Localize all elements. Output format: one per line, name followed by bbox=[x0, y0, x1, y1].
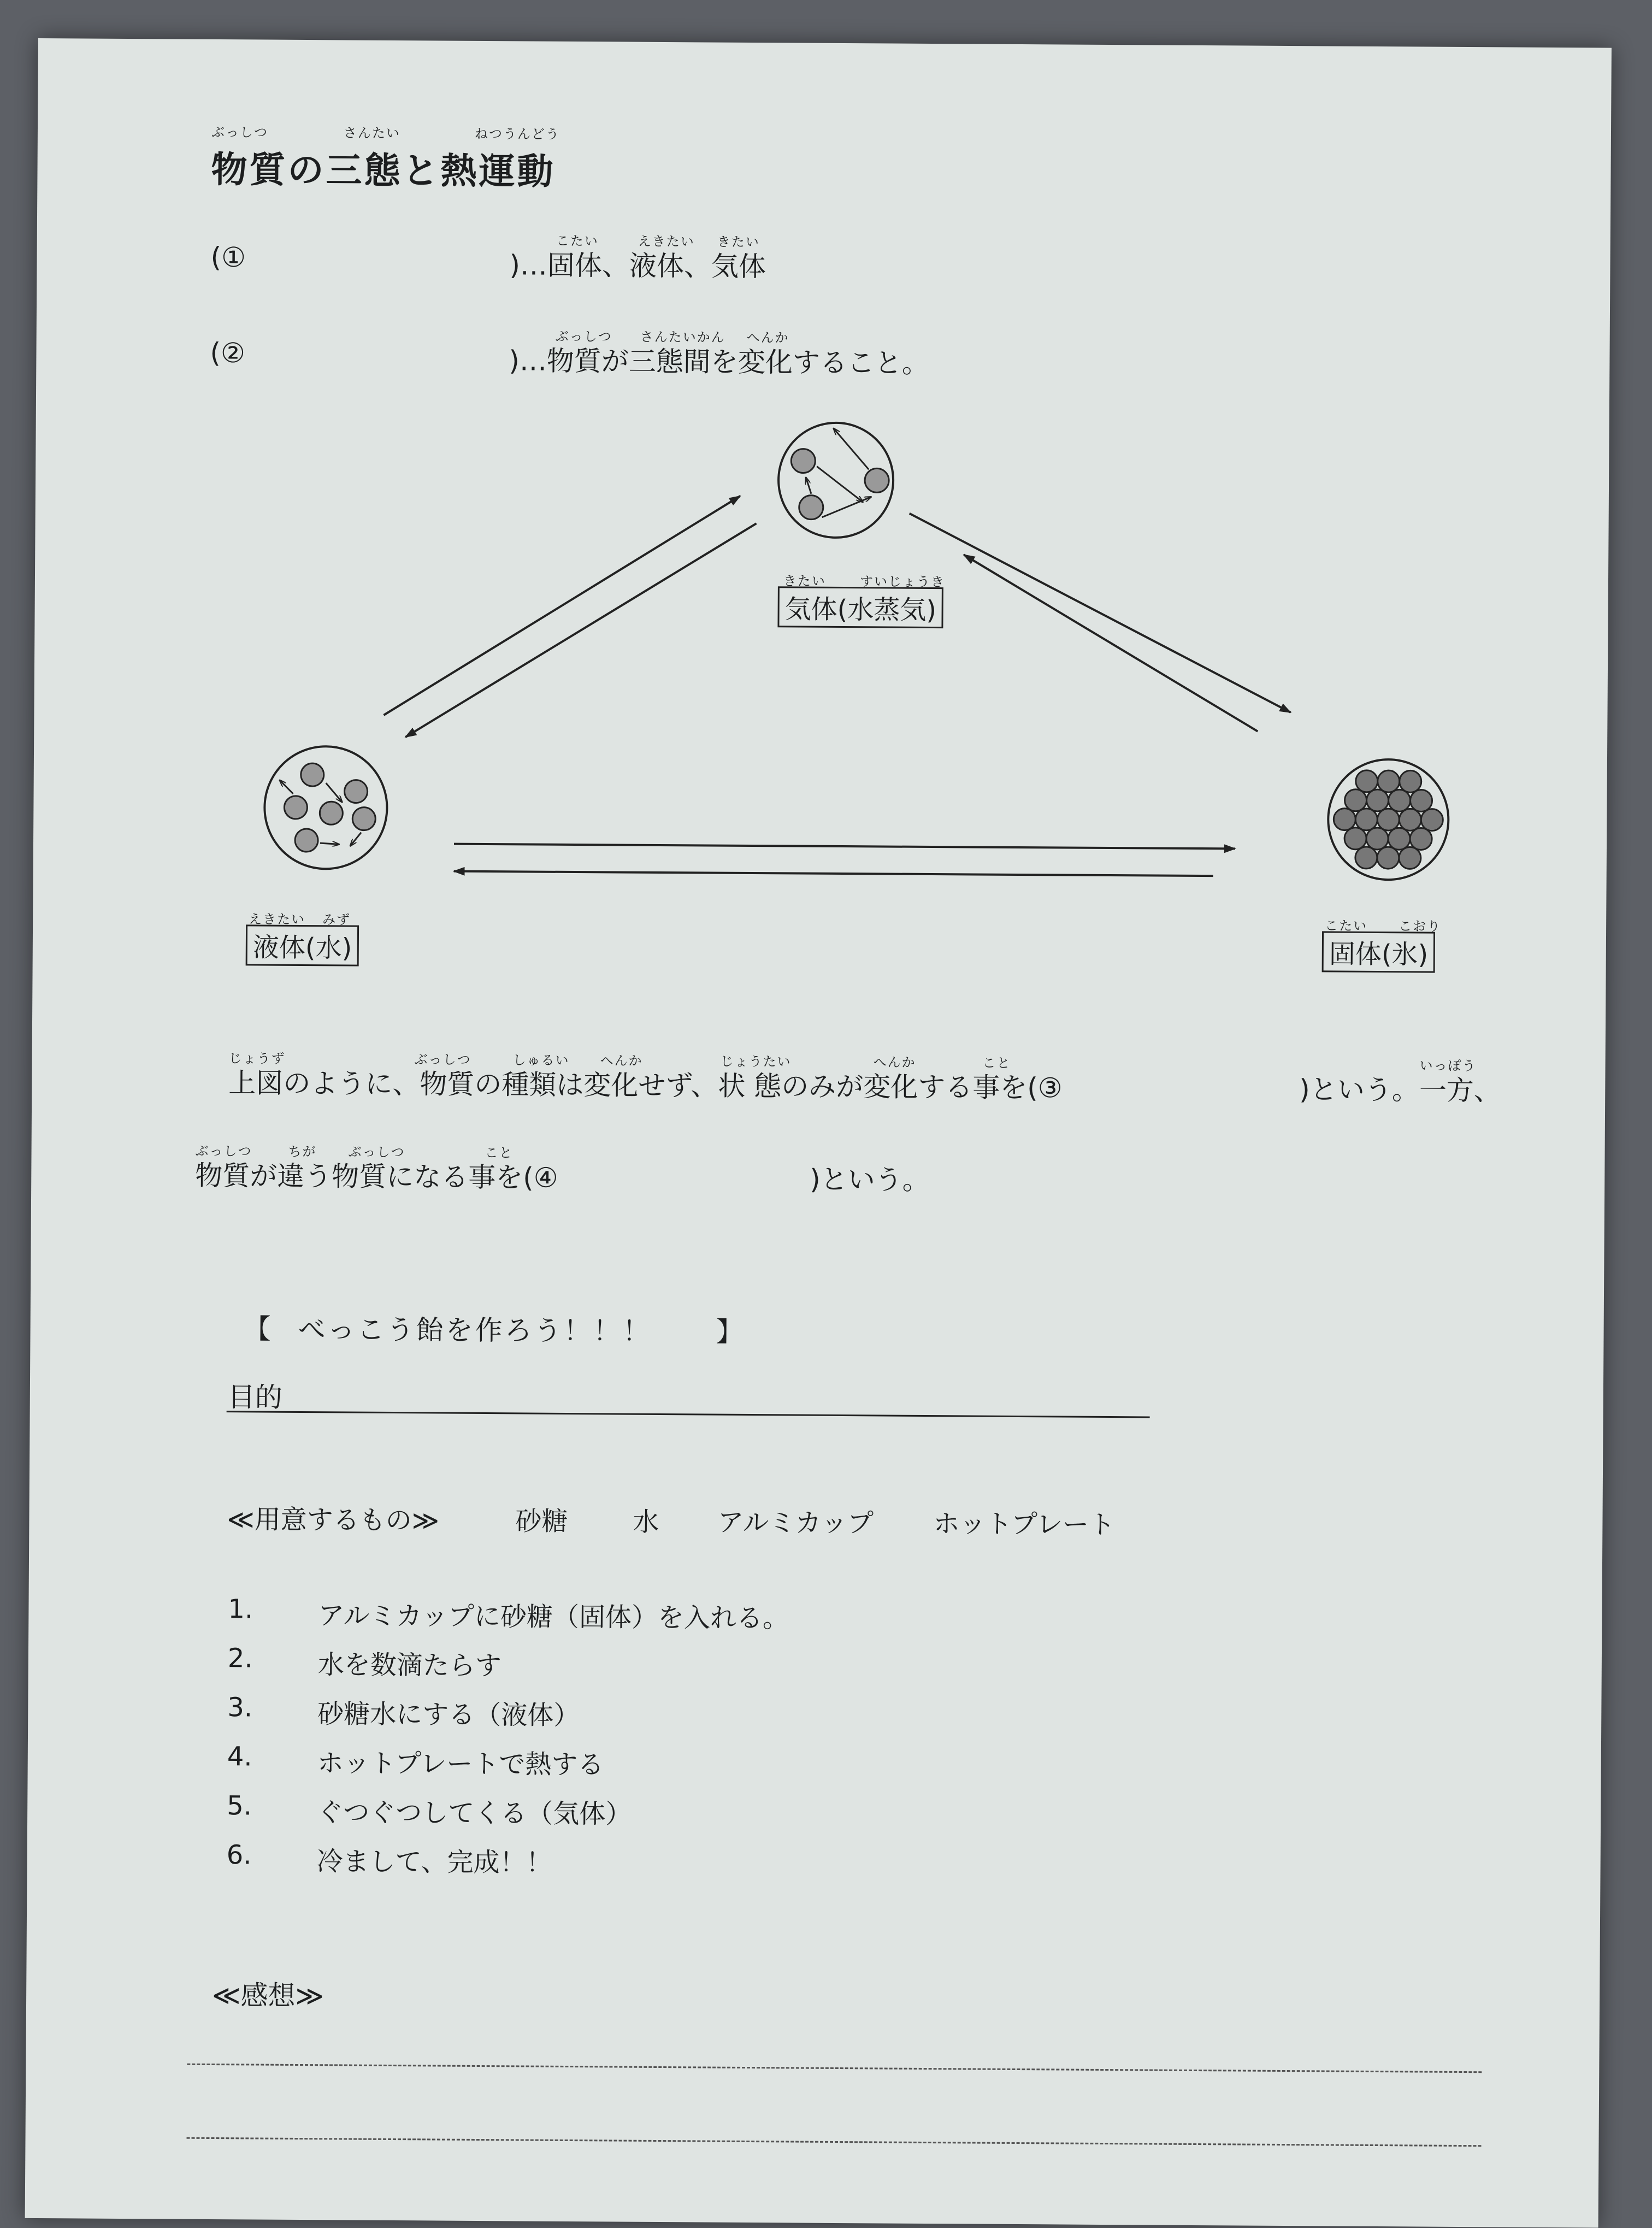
solid-label-ruby-2: こおり bbox=[1399, 918, 1442, 934]
liquid-label: 液体(水) bbox=[246, 924, 359, 966]
sentence2-ruby-4: こと bbox=[485, 1145, 514, 1161]
q2-ruby-2: さんたいかん bbox=[640, 329, 725, 345]
solid-molecule bbox=[1355, 847, 1377, 869]
title-ruby-3: ねつうんどう bbox=[474, 126, 560, 142]
gas-molecule-diagram bbox=[778, 422, 893, 538]
sentence-ruby-6: へんか bbox=[873, 1054, 916, 1070]
solid-to-liquid-arrow bbox=[454, 871, 1213, 876]
step-number: 6. bbox=[226, 1840, 252, 1871]
experiment-heading: べっこう飴を作ろう！！！ bbox=[298, 1313, 652, 1347]
sentence2-ruby-2: ちが bbox=[288, 1144, 317, 1160]
liquid-label-ruby-2: みず bbox=[322, 912, 351, 928]
solid-molecule bbox=[1334, 809, 1355, 830]
solid-label-ruby-1: こたい bbox=[1325, 918, 1368, 934]
gas-to-solid-arrow bbox=[908, 514, 1292, 712]
step-number: 2. bbox=[227, 1643, 253, 1674]
q1-ruby-2: えきたい bbox=[638, 233, 695, 250]
experiment-heading-open: 【 bbox=[243, 1313, 271, 1345]
purpose-label: 目的 bbox=[227, 1381, 282, 1413]
page-title: 物質の三態と熱運動 bbox=[211, 148, 556, 193]
q1-open: (① bbox=[210, 241, 246, 274]
step-number: 3. bbox=[227, 1692, 253, 1723]
liquid-label-ruby-1: えきたい bbox=[249, 911, 306, 928]
material-item-hot-plate: ホットプレート bbox=[933, 1508, 1116, 1541]
sentence-ruby-7: こと bbox=[982, 1055, 1011, 1071]
material-item-sugar: 砂糖 bbox=[515, 1506, 568, 1537]
experiment-heading-close: 】 bbox=[716, 1316, 744, 1348]
step-number: 1. bbox=[228, 1594, 253, 1625]
impressions-label: ≪感想≫ bbox=[211, 1979, 324, 2012]
materials-label: ≪用意するもの≫ bbox=[227, 1504, 440, 1536]
q2-ruby-1: ぶっしつ bbox=[555, 328, 612, 345]
impressions-line bbox=[187, 2137, 1482, 2147]
step-text: 水を数滴たらす bbox=[317, 1649, 502, 1682]
step-text: 砂糖水にする（液体） bbox=[317, 1699, 580, 1731]
sentence-ruby-4: へんか bbox=[600, 1053, 643, 1069]
sentence-ruby-1: じょうず bbox=[228, 1051, 286, 1066]
title-ruby-2: さんたい bbox=[343, 125, 401, 142]
solid-molecule bbox=[1388, 789, 1410, 811]
sentence-line2-a: 物質が違う物質になる事を(④ bbox=[195, 1159, 558, 1194]
q1-ruby-1: こたい bbox=[556, 233, 599, 249]
solid-molecule bbox=[1410, 828, 1432, 850]
sentence-ruby-3: しゅるい bbox=[512, 1052, 570, 1068]
worksheet-paper bbox=[25, 38, 1612, 2228]
purpose-answer-line bbox=[227, 1411, 1150, 1418]
solid-label: 固体(氷) bbox=[1322, 931, 1436, 972]
solid-molecule bbox=[1377, 847, 1399, 869]
solid-molecule bbox=[1356, 770, 1378, 792]
step-number: 5. bbox=[227, 1790, 252, 1822]
solid-molecule bbox=[1366, 828, 1388, 850]
sentence2-ruby-1: ぶっしつ bbox=[195, 1143, 252, 1159]
step-text: アルミカップに砂糖（固体）を入れる。 bbox=[318, 1600, 789, 1634]
sentence-ruby-2: ぶっしつ bbox=[414, 1052, 471, 1068]
solid-molecule bbox=[1400, 770, 1421, 792]
liquid-to-gas-arrow bbox=[384, 494, 740, 717]
material-item-water: 水 bbox=[633, 1506, 659, 1537]
solid-molecule bbox=[1388, 828, 1410, 850]
solid-molecule bbox=[1410, 789, 1432, 811]
solid-molecule bbox=[1399, 809, 1421, 830]
gas-to-liquid-arrow bbox=[405, 521, 756, 739]
step-text: 冷まして、完成！！ bbox=[316, 1846, 552, 1878]
gas-label-ruby-1: きたい bbox=[783, 573, 827, 589]
liquid-molecule-diagram bbox=[264, 746, 387, 869]
sentence2-ruby-3: ぶっしつ bbox=[348, 1144, 405, 1160]
title-ruby-1: ぶっしつ bbox=[211, 124, 269, 140]
liquid-to-solid-arrow bbox=[454, 844, 1235, 849]
solid-molecule bbox=[1421, 809, 1443, 830]
material-item-aluminum-cup: アルミカップ bbox=[717, 1507, 874, 1539]
solid-molecule bbox=[1344, 789, 1366, 811]
q2-open: (② bbox=[210, 337, 246, 369]
impressions-line bbox=[187, 2064, 1482, 2073]
solid-molecule bbox=[1378, 770, 1400, 792]
q1-text: )…固体、液体、気体 bbox=[509, 249, 766, 283]
step-text: ぐつぐつしてくる（気体） bbox=[317, 1797, 632, 1830]
solid-molecule bbox=[1344, 828, 1366, 850]
solid-molecule bbox=[1366, 789, 1388, 811]
gas-label-ruby-2: すいじょうき bbox=[859, 574, 946, 590]
step-text: ホットプレートで熱する bbox=[317, 1748, 604, 1781]
solid-to-gas-arrow bbox=[963, 555, 1259, 731]
solid-molecule-diagram bbox=[1328, 759, 1449, 880]
q2-text: )…物質が三態間を変化すること。 bbox=[509, 345, 930, 379]
solid-molecule bbox=[1377, 809, 1399, 830]
sentence-line1-b: )という。一方、 bbox=[1299, 1074, 1501, 1107]
gas-label: 気体(水蒸気) bbox=[777, 586, 943, 628]
solid-molecule bbox=[1399, 847, 1421, 869]
sentence-ruby-5: じょうたい bbox=[720, 1053, 792, 1070]
step-number: 4. bbox=[227, 1741, 252, 1772]
sentence-line1-a: 上図のように、物質の種類は変化せず、状 態のみが変化する事を(③ bbox=[228, 1067, 1063, 1104]
solid-molecule bbox=[1355, 809, 1377, 830]
q2-ruby-3: へんか bbox=[746, 329, 789, 346]
q1-ruby-3: きたい bbox=[717, 234, 760, 250]
sentence-ruby-8: いっぽう bbox=[1419, 1058, 1477, 1074]
sentence-line2-b: )という。 bbox=[810, 1163, 930, 1196]
